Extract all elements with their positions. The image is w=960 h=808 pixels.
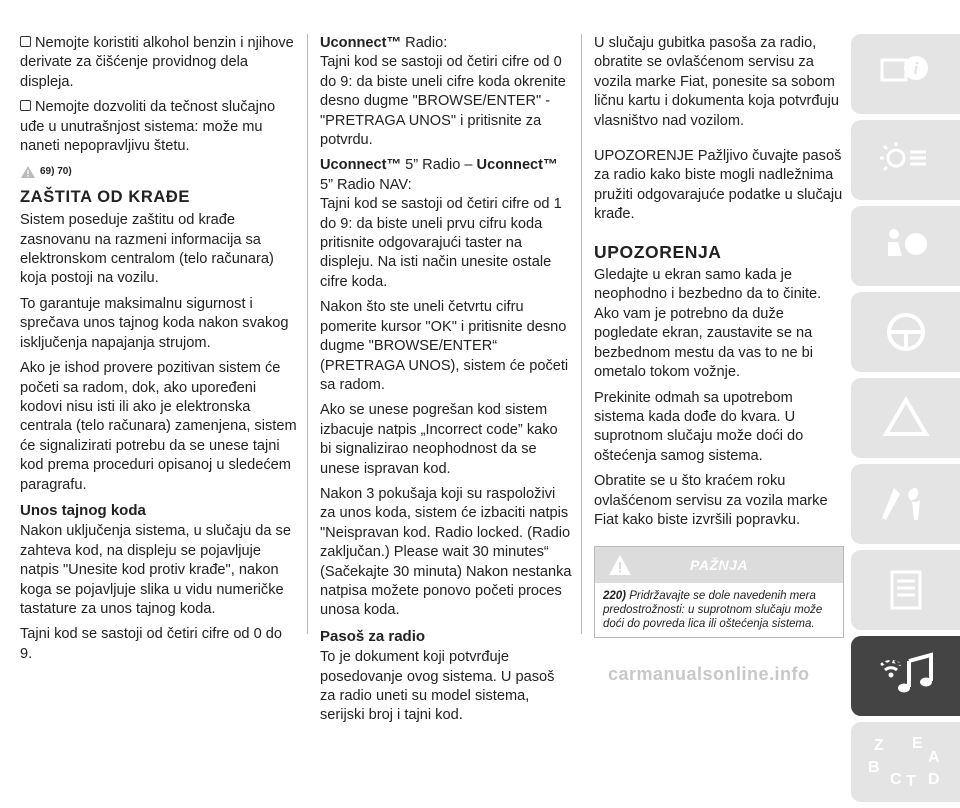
warning-refs: 69) 70) bbox=[20, 162, 298, 181]
column-2 bbox=[320, 34, 572, 732]
specifications-list-icon bbox=[876, 568, 936, 612]
caution-header bbox=[595, 547, 843, 583]
section-heading-anti-theft: ZAŠTITA OD KRAĐE bbox=[20, 187, 191, 206]
paragraph: Sistem poseduje zaštitu od krađe zasnovanu na razmeni informacija sa elektronskom centralom (telo računara) koja postoji na vozilu. bbox=[20, 212, 274, 287]
steering-wheel-icon bbox=[876, 310, 936, 354]
warning-triangle-icon bbox=[876, 396, 936, 440]
paragraph: Nakon što ste uneli četvrtu cifru pomerite kursor "OK" i pritisnite desno dugme "BROWSE/ENTER“ (PRETRAGA UNOS), sistem će početi sa radom. bbox=[320, 299, 569, 393]
info-icon bbox=[876, 52, 936, 96]
tab-dashboard[interactable] bbox=[851, 120, 960, 200]
warning-triangle-icon bbox=[20, 165, 36, 179]
tab-starting-driving[interactable] bbox=[851, 292, 960, 372]
bullet-item: Nemojte dozvoliti da tečnost slučajno uđe u unutrašnjost sistema: može mu naneti nepopravljivu štetu. bbox=[20, 99, 276, 155]
chapter-tabs bbox=[851, 34, 960, 808]
airbag-icon bbox=[876, 224, 936, 268]
paragraph: Tajni kod se sastoji od četiri cifre od 1 do 9: da biste uneli prvu cifru koda pritisnite odgovarajući taster na displeju. Na isti način unesite ostale cifre koda. bbox=[320, 196, 562, 290]
tab-emergency[interactable] bbox=[851, 378, 960, 458]
paragraph: Gledajte u ekran samo kada je neophodno i bezbedno da to činite. Ako vam je potrebno da duže pogledate ekran, zaustavite se na bezbednom mestu da vas to ne bi ometalo tokom vožnje. bbox=[594, 267, 822, 381]
warning-triangle-icon bbox=[607, 553, 633, 577]
paragraph: UPOZORENJE Pažljivo čuvajte pasoš za radio kako biste mogli nadležnima pružiti odgovarajuće podatke u slučaju krađe. bbox=[594, 148, 843, 223]
dashboard-lights-icon bbox=[876, 138, 936, 182]
tab-info[interactable] bbox=[851, 34, 960, 114]
tab-maintenance[interactable] bbox=[851, 464, 960, 544]
uconnect-5-radio-line: Uconnect™ 5” Radio – Uconnect™ 5” Radio NAV: bbox=[320, 157, 558, 193]
page-number: 255 bbox=[869, 645, 906, 670]
column-divider bbox=[307, 34, 308, 634]
index-letter: A bbox=[927, 749, 940, 766]
paragraph: Tajni kod se sastoji od četiri cifre od 0 do 9. bbox=[20, 626, 283, 662]
index-letter: Z bbox=[873, 737, 884, 754]
section-heading-warnings: UPOZORENJA bbox=[594, 241, 722, 262]
uconnect-radio-line: Uconnect™ Radio: bbox=[320, 35, 448, 51]
caution-box bbox=[594, 546, 844, 638]
index-letter: D bbox=[927, 771, 940, 788]
paragraph: Obratite se u što kraćem roku ovlašćenom servisu za vozila marke Fiat kako biste izvršili popravku. bbox=[594, 473, 828, 528]
column-3 bbox=[594, 34, 844, 638]
column-1 bbox=[20, 34, 298, 670]
index-letter: C bbox=[889, 771, 902, 788]
caution-body: 220) Pridržavajte se dole navedenih mera predostrožnosti: u suprotnom slučaju može doći do povreda lica ili oštećenja sistema. bbox=[595, 583, 843, 637]
paragraph: Ako se unese pogrešan kod sistem izbacuje natpis „Incorrect code” kako bi signalizirao neophodnost da se unese ispravan kod. bbox=[320, 402, 558, 477]
column-divider bbox=[581, 34, 582, 634]
paragraph: U slučaju gubitka pasoša za radio, obratite se ovlašćenom servisu za vozila marke Fiat, ponesite sa sobom ličnu kartu i dokumenta koja potvrđuju vlasništvo nad vozilom. bbox=[594, 35, 839, 129]
index-letter: T bbox=[905, 773, 916, 790]
watermark: carmanualsonline.info bbox=[608, 664, 810, 684]
paragraph: Tajni kod se sastoji od četiri cifre od 0 do 9: da biste uneli cifre koda okrenite desno dugme "BROWSE/ENTER" - "PRETRAGA UNOS" i pritisnite za potvrdu. bbox=[320, 54, 566, 149]
paragraph: Nakon uključenja sistema, u slučaju da se zahteva kod, na displeju se pojavljuje natpis "Unesite kod protiv krađe", nakon koga se pojavljuje slika u vidu numeričke tastature za unos tajnog koda. bbox=[20, 523, 291, 617]
tab-specifications[interactable] bbox=[851, 550, 960, 630]
svg-text:i: i bbox=[913, 59, 918, 78]
tab-index[interactable] bbox=[851, 722, 960, 802]
subheading-radio-passport: Pasoš za radio bbox=[320, 627, 426, 645]
tab-safety[interactable] bbox=[851, 206, 960, 286]
bullet-item: Nemojte koristiti alkohol benzin i njihove derivate za čišćenje providnog dela displeja. bbox=[20, 35, 294, 90]
paragraph: Nakon 3 pokušaja koji su raspoloživi za unos koda, sistem će izbaciti natpis "Neispravan kod. Radio locked. (Radio zaključan.) Please wait 30 minutes“ (Sačekajte 30 minuta) Nakon nestanka natpisa možete ponovo početi proces unosa koda. bbox=[320, 485, 572, 619]
checkbox-bullet-icon bbox=[20, 100, 31, 111]
paragraph: To je dokument koji potvrđuje posedovanje ovog sistema. U pasoš za radio uneti su model sistema, serijski broj i tajni kod. bbox=[320, 649, 555, 724]
caution-title: PAŽNJA bbox=[690, 556, 748, 573]
checkbox-bullet-icon bbox=[20, 36, 31, 47]
index-letter: E bbox=[911, 735, 923, 752]
subheading-code-entry: Unos tajnog koda bbox=[20, 501, 146, 519]
index-letters-icon bbox=[866, 732, 946, 792]
maintenance-tools-icon bbox=[876, 482, 936, 526]
index-letter: B bbox=[867, 759, 880, 776]
paragraph: To garantuje maksimalnu sigurnost i sprečava unos tajnog koda nakon svakog isključenja napajanja strujom. bbox=[20, 295, 289, 351]
paragraph: Prekinite odmah sa upotrebom sistema kada dođe do kvara. U suprotnom slučaju može doći do oštećenja samog sistema. bbox=[594, 389, 804, 464]
paragraph: Ako je ishod provere pozitivan sistem će početi sa radom, dok, ako upoređeni kodovi nisu isti ili ako je elektronska centrala (telo računara) zamenjena, sistem će signalizirati potrebu da se unese tajni kod prema proceduri opisanoj u sledećem paragrafu. bbox=[20, 360, 297, 493]
